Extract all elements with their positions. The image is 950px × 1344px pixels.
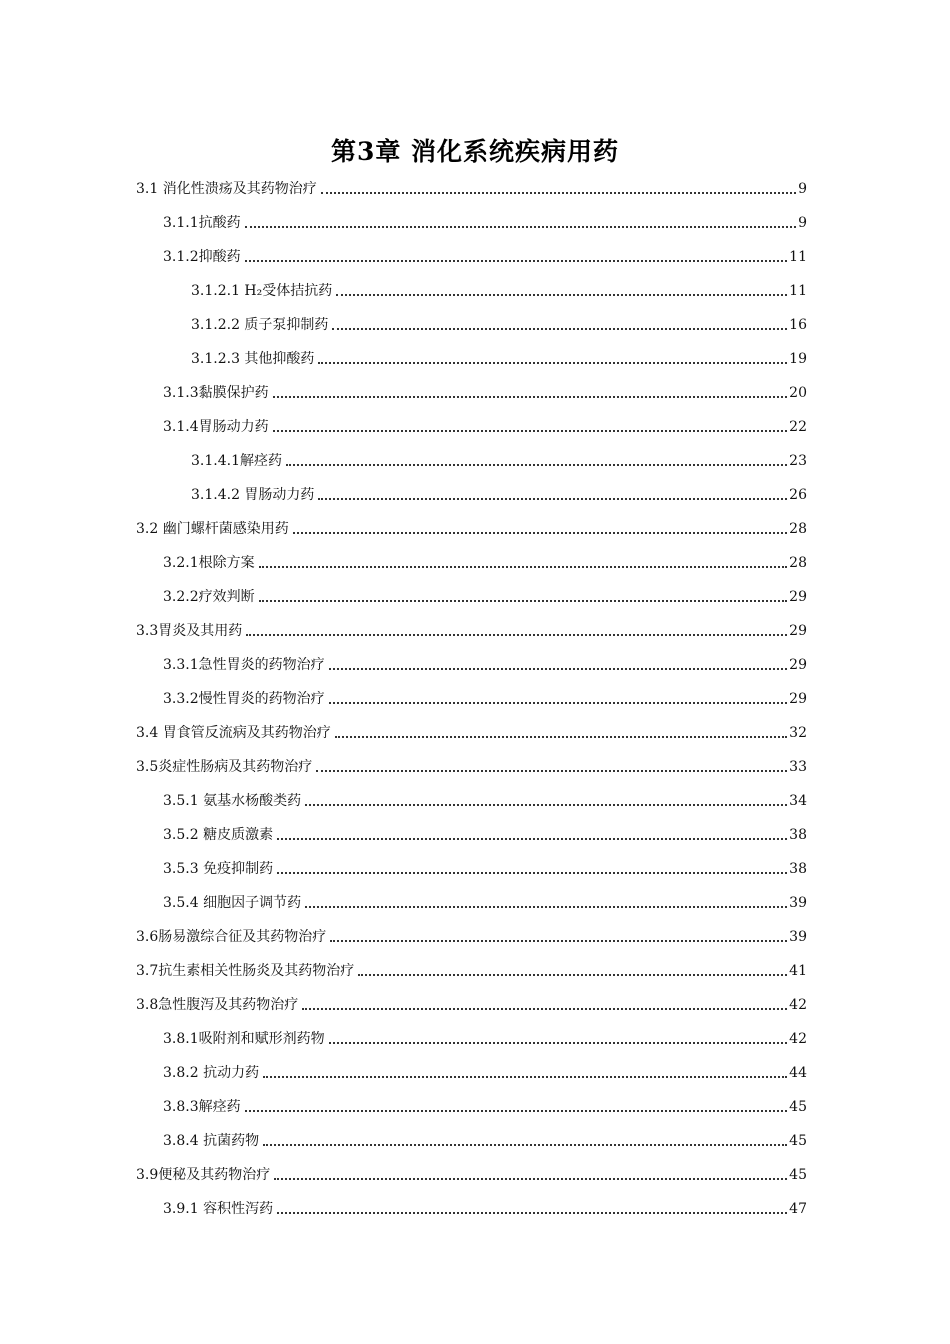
dot-leader bbox=[329, 668, 788, 670]
toc-entry[interactable] bbox=[191, 447, 807, 471]
toc-entry[interactable] bbox=[136, 923, 807, 947]
toc-page-number: 11 bbox=[789, 283, 807, 299]
toc-entry[interactable] bbox=[136, 515, 807, 539]
toc-entry[interactable] bbox=[163, 685, 807, 709]
dot-leader bbox=[329, 702, 788, 704]
toc-page-number: 45 bbox=[789, 1167, 807, 1183]
dot-leader bbox=[263, 1076, 787, 1078]
toc-page-number: 38 bbox=[789, 861, 807, 877]
toc-entry[interactable] bbox=[163, 1093, 807, 1117]
dot-leader bbox=[286, 464, 787, 466]
toc-entry[interactable] bbox=[136, 719, 807, 743]
toc-entry[interactable] bbox=[136, 175, 807, 199]
toc-page-number: 29 bbox=[789, 589, 807, 605]
toc-entry[interactable] bbox=[163, 821, 807, 845]
dot-leader bbox=[274, 1178, 787, 1180]
toc-entry-label: 3.1.4.1解痉药 bbox=[191, 453, 282, 469]
dot-leader bbox=[329, 1042, 788, 1044]
dot-leader bbox=[277, 838, 787, 840]
chapter-title: 第3章 消化系统疾病用药 bbox=[330, 137, 620, 166]
toc-entry-label: 3.3.2慢性胃炎的药物治疗 bbox=[163, 691, 325, 707]
toc-entry-label: 3.5.3 免疫抑制药 bbox=[163, 861, 274, 877]
toc-entry[interactable] bbox=[163, 1195, 807, 1219]
toc-entry[interactable] bbox=[163, 209, 807, 233]
toc-entry-label: 3.1.2.2 质子泵抑制药 bbox=[191, 317, 329, 333]
toc-page-number: 9 bbox=[798, 215, 807, 231]
dot-leader bbox=[259, 566, 788, 568]
toc-page-number: 11 bbox=[789, 249, 807, 265]
toc-entry-label: 3.3.1急性胃炎的药物治疗 bbox=[163, 657, 325, 673]
toc-page-number: 34 bbox=[789, 793, 807, 809]
toc-entry[interactable] bbox=[163, 1059, 807, 1083]
toc-page-number: 41 bbox=[789, 963, 807, 979]
dot-leader bbox=[335, 736, 787, 738]
toc-entry-label: 3.8急性腹泻及其药物治疗 bbox=[136, 997, 299, 1013]
toc-entry[interactable] bbox=[136, 991, 807, 1015]
toc-entry-label: 3.2.2疗效判断 bbox=[163, 589, 255, 605]
toc-entry[interactable] bbox=[136, 753, 807, 777]
toc-entry[interactable] bbox=[163, 583, 807, 607]
dot-leader bbox=[245, 1110, 788, 1112]
dot-leader bbox=[263, 1144, 787, 1146]
toc-page-number: 9 bbox=[798, 181, 807, 197]
toc-entry-label: 3.1.2.1 H₂受体拮抗药 bbox=[191, 283, 333, 299]
toc-entry-label: 3.8.2 抗动力药 bbox=[163, 1065, 260, 1081]
dot-leader bbox=[245, 260, 788, 262]
toc-page-number: 29 bbox=[789, 691, 807, 707]
toc-entry-label: 3.5炎症性肠病及其药物治疗 bbox=[136, 759, 313, 775]
toc-entry-label: 3.1.4.2 胃肠动力药 bbox=[191, 487, 315, 503]
dot-leader bbox=[259, 600, 788, 602]
toc-page-number: 42 bbox=[789, 1031, 807, 1047]
toc-entry-label: 3.9便秘及其药物治疗 bbox=[136, 1167, 271, 1183]
toc-entry-label: 3.2.1根除方案 bbox=[163, 555, 255, 571]
toc-page-number: 19 bbox=[789, 351, 807, 367]
toc-entry[interactable] bbox=[163, 889, 807, 913]
toc-entry-label: 3.9.1 容积性泻药 bbox=[163, 1201, 274, 1217]
toc-page-number: 38 bbox=[789, 827, 807, 843]
toc-entry[interactable] bbox=[163, 413, 807, 437]
toc-entry[interactable] bbox=[163, 1025, 807, 1049]
toc-page-number: 32 bbox=[789, 725, 807, 741]
toc-page-number: 47 bbox=[789, 1201, 807, 1217]
toc-page-number: 26 bbox=[789, 487, 807, 503]
dot-leader bbox=[245, 226, 796, 228]
dot-leader bbox=[330, 940, 787, 942]
toc-entry[interactable] bbox=[163, 379, 807, 403]
toc-entry[interactable] bbox=[136, 1161, 807, 1185]
toc-page-number: 28 bbox=[789, 555, 807, 571]
toc-entry[interactable] bbox=[136, 957, 807, 981]
toc-entry[interactable] bbox=[163, 855, 807, 879]
toc-entry-label: 3.8.1吸附剂和赋形剂药物 bbox=[163, 1031, 325, 1047]
toc-page-number: 44 bbox=[789, 1065, 807, 1081]
toc-entry[interactable] bbox=[163, 549, 807, 573]
dot-leader bbox=[273, 430, 788, 432]
toc-entry[interactable] bbox=[191, 345, 807, 369]
toc-page-number: 29 bbox=[789, 657, 807, 673]
dot-leader bbox=[316, 770, 787, 772]
toc-entry-label: 3.8.3解痉药 bbox=[163, 1099, 241, 1115]
toc-entry-label: 3.5.2 糖皮质激素 bbox=[163, 827, 274, 843]
dot-leader bbox=[293, 532, 787, 534]
toc-entry[interactable] bbox=[136, 617, 807, 641]
toc-entry-label: 3.7抗生素相关性肠炎及其药物治疗 bbox=[136, 963, 355, 979]
toc-page-number: 20 bbox=[789, 385, 807, 401]
toc-page-number: 42 bbox=[789, 997, 807, 1013]
toc-page-number: 45 bbox=[789, 1099, 807, 1115]
toc-entry[interactable] bbox=[163, 651, 807, 675]
dot-leader bbox=[332, 328, 787, 330]
toc-page-number: 33 bbox=[789, 759, 807, 775]
toc-entry-label: 3.1.2.3 其他抑酸药 bbox=[191, 351, 315, 367]
toc-entry-label: 3.6肠易激综合征及其药物治疗 bbox=[136, 929, 327, 945]
dot-leader bbox=[277, 1212, 787, 1214]
dot-leader bbox=[305, 906, 787, 908]
toc-page-number: 16 bbox=[789, 317, 807, 333]
toc-page-number: 28 bbox=[789, 521, 807, 537]
toc-page-number: 29 bbox=[789, 623, 807, 639]
toc-entry[interactable] bbox=[191, 481, 807, 505]
toc-entry[interactable] bbox=[191, 277, 807, 301]
dot-leader bbox=[302, 1008, 787, 1010]
toc-entry[interactable] bbox=[191, 311, 807, 335]
toc-entry-label: 3.5.4 细胞因子调节药 bbox=[163, 895, 302, 911]
toc-entry-label: 3.1.2抑酸药 bbox=[163, 249, 241, 265]
toc-page-number: 39 bbox=[789, 895, 807, 911]
dot-leader bbox=[336, 294, 787, 296]
toc-entry-label: 3.5.1 氨基水杨酸类药 bbox=[163, 793, 302, 809]
dot-leader bbox=[246, 634, 787, 636]
dot-leader bbox=[321, 192, 796, 194]
toc-page-number: 39 bbox=[789, 929, 807, 945]
toc-entry-label: 3.2 幽门螺杆菌感染用药 bbox=[136, 521, 289, 537]
dot-leader bbox=[318, 498, 787, 500]
toc-entry-label: 3.8.4 抗菌药物 bbox=[163, 1133, 260, 1149]
toc-entry-label: 3.4 胃食管反流病及其药物治疗 bbox=[136, 725, 331, 741]
dot-leader bbox=[305, 804, 787, 806]
dot-leader bbox=[358, 974, 787, 976]
toc-entry[interactable] bbox=[163, 243, 807, 267]
toc-entry-label: 3.1 消化性溃疡及其药物治疗 bbox=[136, 181, 317, 197]
toc-entry-label: 3.1.4胃肠动力药 bbox=[163, 419, 269, 435]
dot-leader bbox=[273, 396, 788, 398]
dot-leader bbox=[277, 872, 787, 874]
toc-entry-label: 3.1.1抗酸药 bbox=[163, 215, 241, 231]
toc-entry[interactable] bbox=[163, 1127, 807, 1151]
toc-entry-label: 3.3胃炎及其用药 bbox=[136, 623, 243, 639]
toc-page-number: 23 bbox=[789, 453, 807, 469]
toc-page-number: 45 bbox=[789, 1133, 807, 1149]
toc-entry-label: 3.1.3黏膜保护药 bbox=[163, 385, 269, 401]
toc-entry[interactable] bbox=[163, 787, 807, 811]
dot-leader bbox=[318, 362, 787, 364]
toc-page-number: 22 bbox=[789, 419, 807, 435]
